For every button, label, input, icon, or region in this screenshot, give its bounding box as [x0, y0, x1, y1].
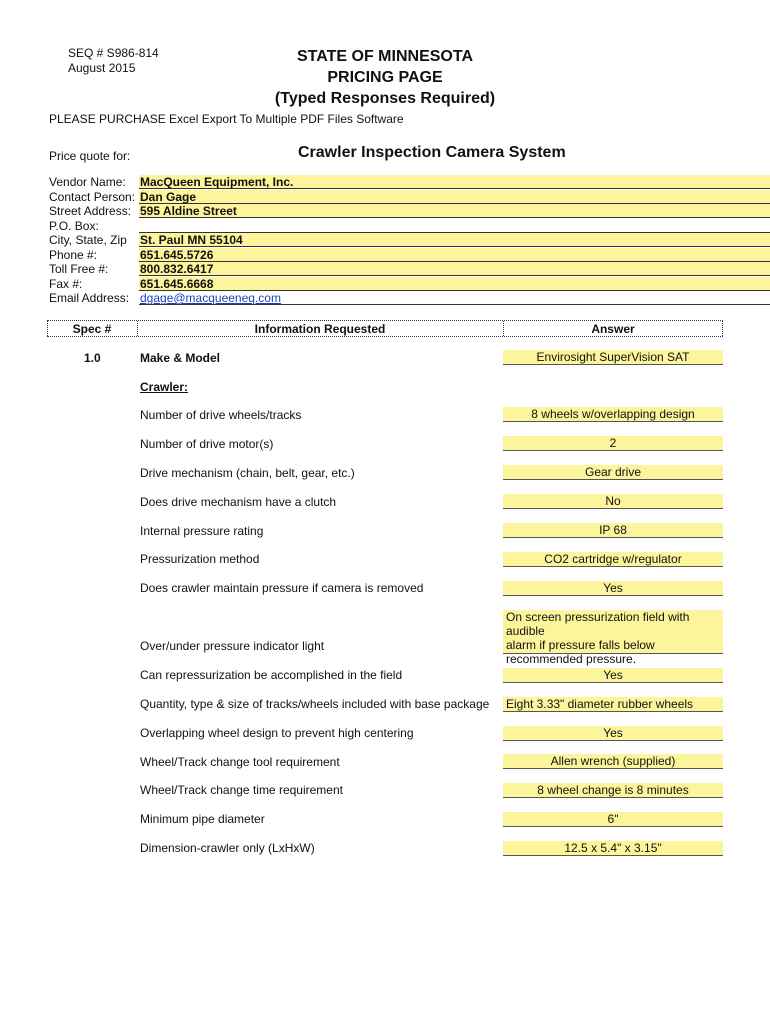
spec-label: Pressurization method	[140, 552, 260, 566]
fax-field[interactable]: 651.645.6668	[139, 277, 770, 291]
spec-answer[interactable]: Allen wrench (supplied)	[503, 754, 723, 769]
spec-number: 1.0	[84, 351, 101, 365]
make-model-answer[interactable]: Envirosight SuperVision SAT	[503, 350, 723, 365]
city-state-zip-field[interactable]: St. Paul MN 55104	[139, 233, 770, 247]
spec-answer[interactable]: No	[503, 494, 723, 509]
spec-label: Dimension-crawler only (LxHxW)	[140, 841, 315, 855]
spec-answer[interactable]: Yes	[503, 726, 723, 741]
spec-answer[interactable]: 12.5 x 5.4" x 3.15"	[503, 841, 723, 856]
spec-answer[interactable]: 6"	[503, 812, 723, 827]
page-title	[0, 46, 770, 109]
seq-date: August 2015	[68, 61, 136, 75]
vendor-label: Fax #:	[49, 276, 83, 291]
title-line-1: STATE OF MINNESOTA	[297, 48, 473, 65]
vendor-label: City, State, Zip	[49, 233, 127, 247]
spec-answer[interactable]: 8 wheel change is 8 minutes	[503, 783, 723, 798]
vendor-label: Toll Free #:	[49, 262, 109, 276]
vendor-label: P.O. Box:	[49, 218, 99, 233]
header-divider	[722, 321, 723, 336]
spec-label: Number of drive motor(s)	[140, 437, 274, 451]
spec-label: Wheel/Track change time requirement	[140, 783, 343, 797]
toll-free-field[interactable]: 800.832.6417	[139, 262, 770, 276]
spec-label: Does drive mechanism have a clutch	[140, 495, 337, 509]
spec-answer-multiline[interactable]	[503, 610, 723, 666]
spec-label: Can repressurization be accomplished in the field	[140, 668, 403, 682]
seq-number: SEQ # S986-814	[68, 46, 159, 60]
purchase-notice: PLEASE PURCHASE Excel Export To Multiple PDF Files Software	[49, 112, 404, 126]
spec-answer[interactable]: IP 68	[503, 523, 723, 538]
contact-person-field[interactable]: Dan Gage	[139, 190, 770, 204]
street-address-field[interactable]: 595 Aldine Street	[139, 204, 770, 218]
title-line-2: PRICING PAGE	[327, 69, 443, 86]
make-model-label: Make & Model	[140, 351, 221, 365]
crawler-section-heading: Crawler:	[140, 380, 189, 394]
title-line-3: (Typed Responses Required)	[274, 90, 496, 107]
spec-answer[interactable]: Yes	[503, 581, 723, 596]
spec-answer[interactable]: Yes	[503, 668, 723, 683]
info-column-header: Information Requested	[254, 322, 386, 336]
answer-column-header: Answer	[591, 322, 635, 336]
phone-field[interactable]: 651.645.5726	[139, 248, 770, 262]
vendor-name-field[interactable]: MacQueen Equipment, Inc.	[139, 175, 770, 189]
price-quote-title: Crawler Inspection Camera System	[298, 144, 566, 161]
spec-answer[interactable]: 2	[503, 436, 723, 451]
spec-label: Does crawler maintain pressure if camera is removed	[140, 581, 424, 595]
spec-table-header	[47, 320, 723, 337]
vendor-label: Email Address:	[49, 291, 130, 305]
email-link[interactable]: dgage@macqueeneq.com	[139, 291, 770, 305]
spec-label: Number of drive wheels/tracks	[140, 408, 302, 422]
vendor-label: Contact Person:	[49, 189, 136, 204]
vendor-label: Street Address:	[49, 204, 132, 218]
spec-label: Minimum pipe diameter	[140, 812, 265, 826]
spec-label: Wheel/Track change tool requirement	[140, 755, 340, 769]
answer-line: On screen pressurization field with audible	[506, 610, 690, 638]
answer-line: recommended pressure.	[506, 652, 637, 666]
po-box-field[interactable]	[139, 219, 770, 233]
answer-line: alarm if pressure falls below	[506, 638, 655, 652]
vendor-label: Phone #:	[49, 247, 98, 262]
spec-label: Over/under pressure indicator light	[140, 639, 325, 653]
spec-label: Drive mechanism (chain, belt, gear, etc.)	[140, 466, 355, 480]
spec-answer[interactable]: Gear drive	[503, 465, 723, 480]
spec-answer[interactable]: 8 wheels w/overlapping design	[503, 407, 723, 422]
spec-label: Overlapping wheel design to prevent high centering	[140, 726, 414, 740]
spec-answer[interactable]: CO2 cartridge w/regulator	[503, 552, 723, 567]
spec-column-header: Spec #	[72, 322, 112, 336]
spec-label: Internal pressure rating	[140, 524, 264, 538]
spec-label: Quantity, type & size of tracks/wheels included with base package	[140, 697, 490, 711]
price-quote-label: Price quote for:	[49, 149, 131, 163]
spec-answer[interactable]: Eight 3.33" diameter rubber wheels	[503, 697, 723, 712]
vendor-label: Vendor Name:	[49, 175, 126, 189]
